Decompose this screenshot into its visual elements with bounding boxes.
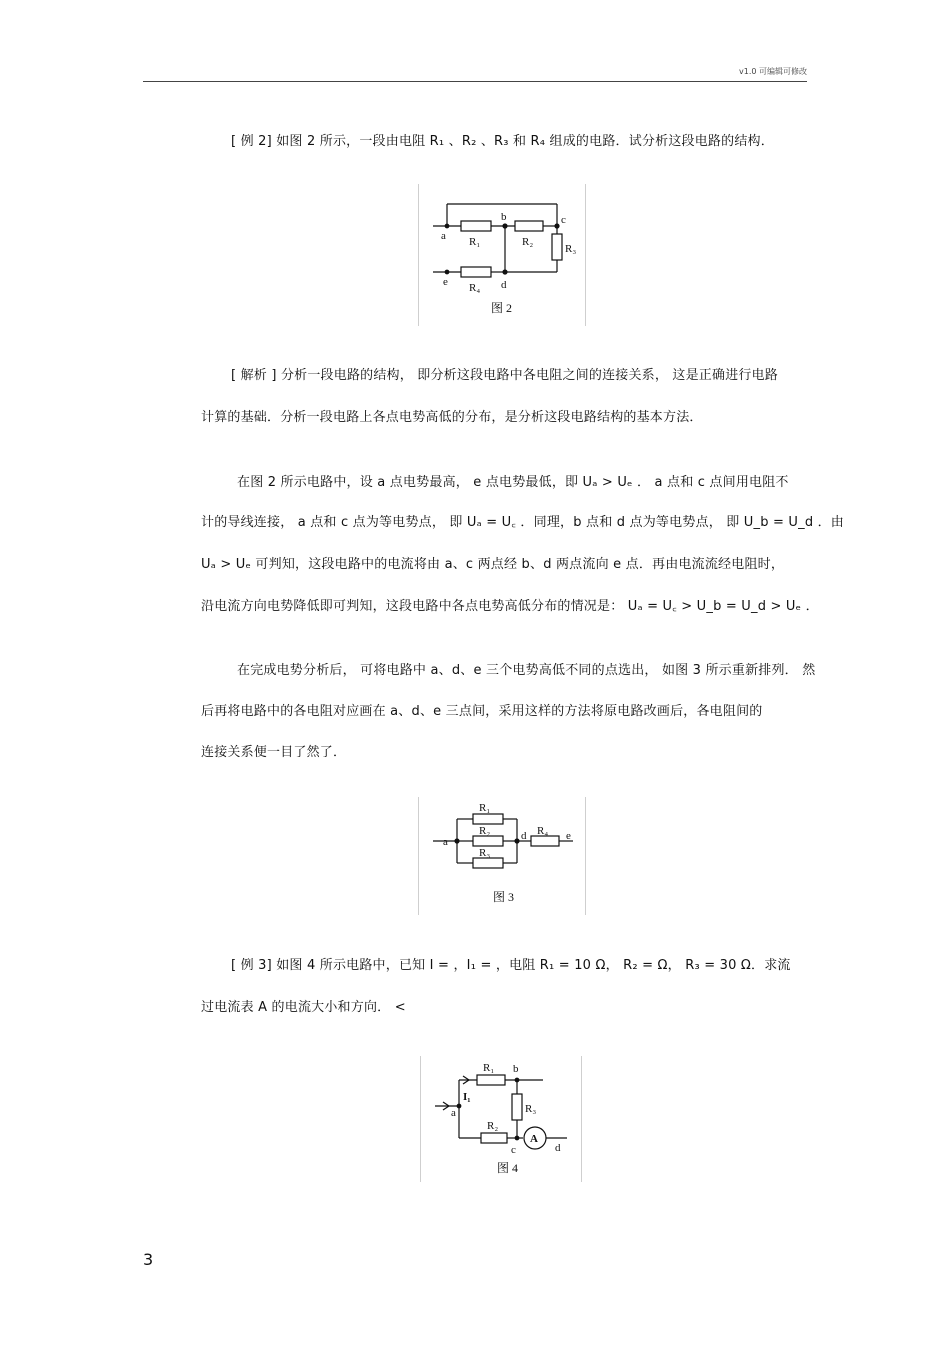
header-rule (143, 81, 807, 82)
fig2-label-r4: R₄ (469, 282, 481, 294)
fig4-label-r1: R₁ (483, 1062, 495, 1074)
fig4-caption: 图 4 (497, 1161, 519, 1175)
fig4-label-a: a (451, 1107, 456, 1119)
fig4-label-d: d (555, 1142, 561, 1154)
analysis-p1-line1: [ 解析 ] 分析一段电路的结构， 即分析这段电路中各电阻之间的连接关系， 这是正确进行电路 (231, 368, 779, 383)
fig3-label-r4: R₄ (537, 825, 549, 837)
analysis-p3-line3: 连接关系便一目了然了． (201, 745, 347, 760)
fig4-label-r3: R₃ (525, 1103, 537, 1115)
fig3-label-r2: R₂ (479, 825, 491, 837)
fig4-label-c: c (511, 1144, 516, 1156)
fig4-label-i1: I₁ (463, 1091, 471, 1103)
fig3-label-d: d (521, 830, 527, 842)
fig4-label-r2: R₂ (487, 1120, 499, 1132)
fig3-label-r3: R₃ (479, 847, 491, 859)
analysis-p3-line1: 在完成电势分析后， 可将电路中 a、d、e 三个电势高低不同的点选出， 如图 3 所示重新排列． 然 (237, 663, 816, 678)
analysis-p3-line2: 后再将电路中的各电阻对应画在 a、d、e 三点间，采用这样的方法将原电路改画后，各电阻间的 (201, 704, 763, 719)
ammeter-icon: A (530, 1133, 538, 1145)
analysis-p2-line4: 沿电流方向电势降低即可判知，这段电路中各点电势高低分布的情况是： Uₐ = U꜀ > U_b = U_d > Uₑ ． (201, 599, 819, 614)
header-version: v1.0 可编辑可修改 (739, 67, 807, 76)
example2-text: [ 例 2] 如图 2 所示，一段由电阻 R₁ 、R₂ 、R₃ 和 R₄ 组成的电路．试分析这段电路的结构． (231, 134, 774, 149)
fig2-label-r1: R₁ (469, 236, 481, 248)
fig2-label-c: c (561, 214, 566, 226)
fig2-label-a: a (441, 230, 446, 242)
fig2-label-b: b (501, 211, 507, 223)
fig3-label-a: a (443, 836, 448, 848)
analysis-p2-line1: 在图 2 所示电路中，设 a 点电势最高， e 点电势最低，即 Uₐ > Uₑ ． a 点和 c 点间用电阻不 (237, 475, 789, 490)
figure-4 (420, 1056, 582, 1182)
fig3-label-r1: R₁ (479, 802, 491, 814)
example3-line1: [ 例 3] 如图 4 所示电路中，已知 I = ，I₁ = ，电阻 R₁ = 10 Ω， R₂ = Ω， R₃ = 30 Ω．求流 (231, 958, 791, 973)
fig2-caption: 图 2 (491, 301, 513, 315)
fig2-label-d: d (501, 279, 507, 291)
fig3-label-e: e (566, 830, 571, 842)
analysis-p2-line3: Uₐ > Uₑ 可判知，这段电路中的电流将由 a、c 两点经 b、d 两点流向 e 点．再由电流流经电阻时， (201, 557, 785, 572)
fig4-label-b: b (513, 1063, 519, 1075)
figure-2 (418, 184, 586, 326)
analysis-p1-line2: 计算的基础．分析一段电路上各点电势高低的分布，是分析这段电路结构的基本方法． (201, 410, 703, 425)
fig2-label-r3: R₃ (565, 243, 577, 255)
figure-3 (418, 797, 586, 915)
page-number: 3 (143, 1250, 154, 1269)
fig2-label-e: e (443, 276, 448, 288)
analysis-p2-line2: 计的导线连接， a 点和 c 点为等电势点， 即 Uₐ = U꜀ ．同理，b 点和 d 点为等电势点， 即 U_b = U_d ．由 (201, 515, 845, 530)
example3-line2: 过电流表 A 的电流大小和方向． < (201, 1000, 406, 1015)
fig2-label-r2: R₂ (522, 236, 534, 248)
fig3-caption: 图 3 (493, 890, 515, 904)
